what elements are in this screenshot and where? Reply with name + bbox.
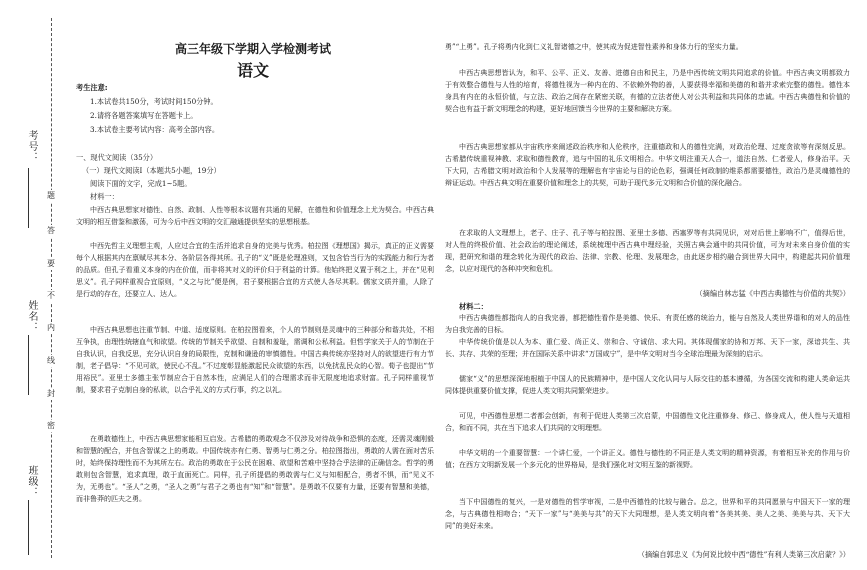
paragraph: 在勇敢德性上，中西古典思想家能相互启发。古希腊的勇敢观念不仅涉及对待战争和恐惧的态度，还需灵魂刚毅和智慧的配合，并包含智谋之上的勇敢。中国传统亦有仁勇、智勇与仁勇之分。柏拉图指出，勇敢的人需在面对苦乐时，始终保持理性而不为其所左右。政治的勇敢在于公民在困难、欲望和苦难中坚持合乎法律的正确信念。哲学的勇敢则包含智慧，追求真理，敢于直面死亡。同样，孔子所提倡的勇敢需与仁义与知相配合，勇者不惧，而“见义不为，无勇也”。“圣人”之勇，“圣人之勇”与君子之勇也有“知”和“智慧”。是勇敢不仅要有力量，还要有智慧和美德，而非鲁莽的匹夫之勇。 <box>76 435 434 503</box>
seal-char: 封 <box>47 389 55 398</box>
paragraph: 可见，中西德性思想二者都会创新，有利于促进人类第三次启蒙，中国德性文化注重修身、修己、修身成人，使人性与天道相合，和而不同，共在当下追求人们共同的文明理想。 <box>445 412 850 432</box>
name-line <box>28 335 29 395</box>
class-label: 班级： <box>26 465 37 498</box>
notes-heading: 考生注意: <box>76 83 108 92</box>
paragraph: 中西古典德性都指向人的自我完善，都把德性看作是美德、快乐、有责任感的统治力，能与自然及人类世界谐和的对人的品性为自我完善的目标。 <box>445 314 850 334</box>
exam-title: 高三年级下学期入学检测考试 <box>174 42 331 56</box>
exam-number-line <box>28 168 29 228</box>
instructions: 阅读下面的文字，完成1~5题。 <box>90 179 192 188</box>
paragraph: 儒家“义”的思想深深地根植于中国人的民族精神中，是中国人文化认同与人际交往的基本遵循，为各国交流和构建人类命运共同体提供重要价值支撑，促进人类文明共同繁荣进步。 <box>445 375 850 395</box>
subsection-title: （一）现代文阅读Ⅰ（本题共5小题，19分） <box>82 166 221 175</box>
section-title: 一、现代文阅读（35分） <box>76 153 158 162</box>
paragraph: 中西古典思想家都从宇宙秩序来阐述政治秩序和人伦秩序，注重德政和人的德性完满，对政治伦理、过度贪欲等有深刻反思。古希腊传统重视神教、求取和德性教育，追与中国的礼乐文明相合。中华文明注重天人合一，道法自然、仁者爱人，修身治平。天下大同，古希腊文明对政治和个人发展等的理解也有宇宙论与目的论色彩，强调任何政制的维系都需要德性，政治乃是灵魂德性的辩证运动。中西古典文明在重要价值和理念上的共契，可助于现代多元文明和合价值的深化融合。 <box>445 143 850 187</box>
paragraph: 中西古典思想家对德性、自然、政制、人性等根本议题有共通的见解，在德性和价值理念上尤为契合。中西古典文明的相互借鉴和激荡，可为今后中西文明的交汇融通提供坚实的思想根基。 <box>76 206 434 226</box>
paragraph: 勇”“上勇”。孔子将勇内化到仁义礼智诸德之中，使其成为促进智性素养和身体力行的坚实力量。 <box>445 43 743 51</box>
paragraph: 中西先哲主义理想主观，人应过合宜的生活并追求自身的完美与优秀。柏拉图《理想国》揭示，真正的正义需要每个人根据其内在禀赋尽其本分、各阶层各得其所。孔子的“义”既是伦理准则，又包含恰当行为的实践能力和行为者的品质。但孔子看重义本身的内在价值，而非将其对义的评价归于利益的计算。他始终把义置于利之上，并在“见利思义”。孔子同样重视合宜原则，“义之与比”便是例，君子要根据合宜的方式使人各尽其职。儒家文质并重，人除了是行动的存在，还要立人、达人。 <box>76 242 434 298</box>
right-column <box>445 0 860 570</box>
binding-margin <box>0 0 66 570</box>
seal-char: 不 <box>47 291 55 300</box>
paragraph: 中西古典思想也注重节制、中道、适度原则。在柏拉图看来，个人的节制则是灵魂中的三种部分和谐共处，不相互争执，由理性统辖血气和欲望。传统的节制关乎欲望、自制和羞耻，需调和公私利益。但哲学家关于人的节制在于自我认识，自我反思，充分认识自身的局限性，克制和谦逊的审慎德性。中国古典传统亦坚持对人的欲望进行有力节制，老子倡导：“不见可欲，使民心不乱。”不过度彰显能激起民众欲望的东西，以免扰乱民众的心智。荀子也提出“节用裕民”。亚里士多德主张节制应合于自然本性，应满足人们的合理需求而非无限度地追求财富。孔子同样重视节制，要求君子克制自身的私欲，以合乎礼义的方式行事，约之以礼。 <box>76 326 434 394</box>
note-item: 2.请将各题答案填写在答题卡上。 <box>90 111 198 120</box>
seal-char: 内 <box>47 323 55 332</box>
seal-char: 题 <box>47 191 55 200</box>
paragraph: 当下中国德性的复兴，一是对德性的哲学审视，二是中西德性的比较与融合。总之，世界和平的共同愿景与中国天下一家的理念，与古典德性相吻合；“天下一家”与“美美与共”的天下大同理想，是人类文明向着“各美其美、美人之美、美美与共、天下大同”的美好未来。 <box>445 498 850 530</box>
paragraph: 中西古典思想皆认为，和平、公平、正义、友善、进德自由和民主，乃是中西传统文明共同追求的价值。中西古典文明都致力于有效整合德性与人性的培育，将德性视为一种内在的、不依赖外物的善，人要获得幸福和美德的和谐并求索完整的德性。德性本身具有内在的永恒价值，与立法、政治之间存在紧密关联，有德的立法者使人对公共利益和共同体的忠诚。中西古典德性和价值的契合也有益于新文明理念的构建，更好地回馈当今世界的主要和解决方案。 <box>445 69 850 113</box>
seal-char: 要 <box>47 259 55 268</box>
seal-line <box>51 18 52 558</box>
note-item: 3.本试卷主要考试内容：高考全部内容。 <box>90 125 220 134</box>
subject-title: 语文 <box>236 61 269 80</box>
seal-char: 密 <box>47 421 55 430</box>
source-one: （摘编自林志猛《中西古典德性与价值的共契》） <box>695 289 850 298</box>
seal-char: 答 <box>47 226 55 235</box>
note-item: 1.本试卷共150分，考试时间150分钟。 <box>90 97 218 106</box>
material-one-label: 材料一： <box>90 192 119 201</box>
paragraph: 在求取的人文理想上，老子、庄子、孔子等与柏拉图、亚里士多德、西塞罗等有共同见识，对对后世上影响不广，值得后世，对人性的终极价值、社会政治的理论阐述，系统梳理中西古典中理经验，关照古典会通中的共同价值，可为对未来自身价值的实现，把研究和谐的理念转化为现代的政治、法律、宗教、伦理、发展理念，由此逐步相约融合到世界大同中，构建起共同价值理念，以应对现代的各种冲突和危机。 <box>445 229 850 273</box>
left-column <box>68 0 438 570</box>
paragraph: 中华传统价值是以人为本、重仁爱、尚正义、崇和合、守诚信、求大同。其体现儒家的协和万邦、天下一家，深谙共生、共长、共存、共荣的至理；并在国际关系中讲求“万国咸宁”，是中华文明对当今全球治理最为深刻的启示。 <box>445 338 850 358</box>
exam-number-label: 考号： <box>26 130 37 163</box>
paragraph: 中华文明的一个重要智慧：一个讲仁爱，一个讲正义。德性与德性的不同正是人类文明的精神资源，有着相互补充的作用与价值；在西方文明新发展一个多元化的世界格局，是我们强化对文明互鉴的新视野。 <box>445 449 850 469</box>
source-two: （摘编自郭忠义《为何说比较中西“德性”有利人类第三次启蒙？》） <box>637 550 850 559</box>
class-line <box>28 500 29 555</box>
name-label: 姓名： <box>26 300 37 333</box>
seal-char: 线 <box>47 356 55 365</box>
material-two-label: 材料二： <box>459 302 488 311</box>
